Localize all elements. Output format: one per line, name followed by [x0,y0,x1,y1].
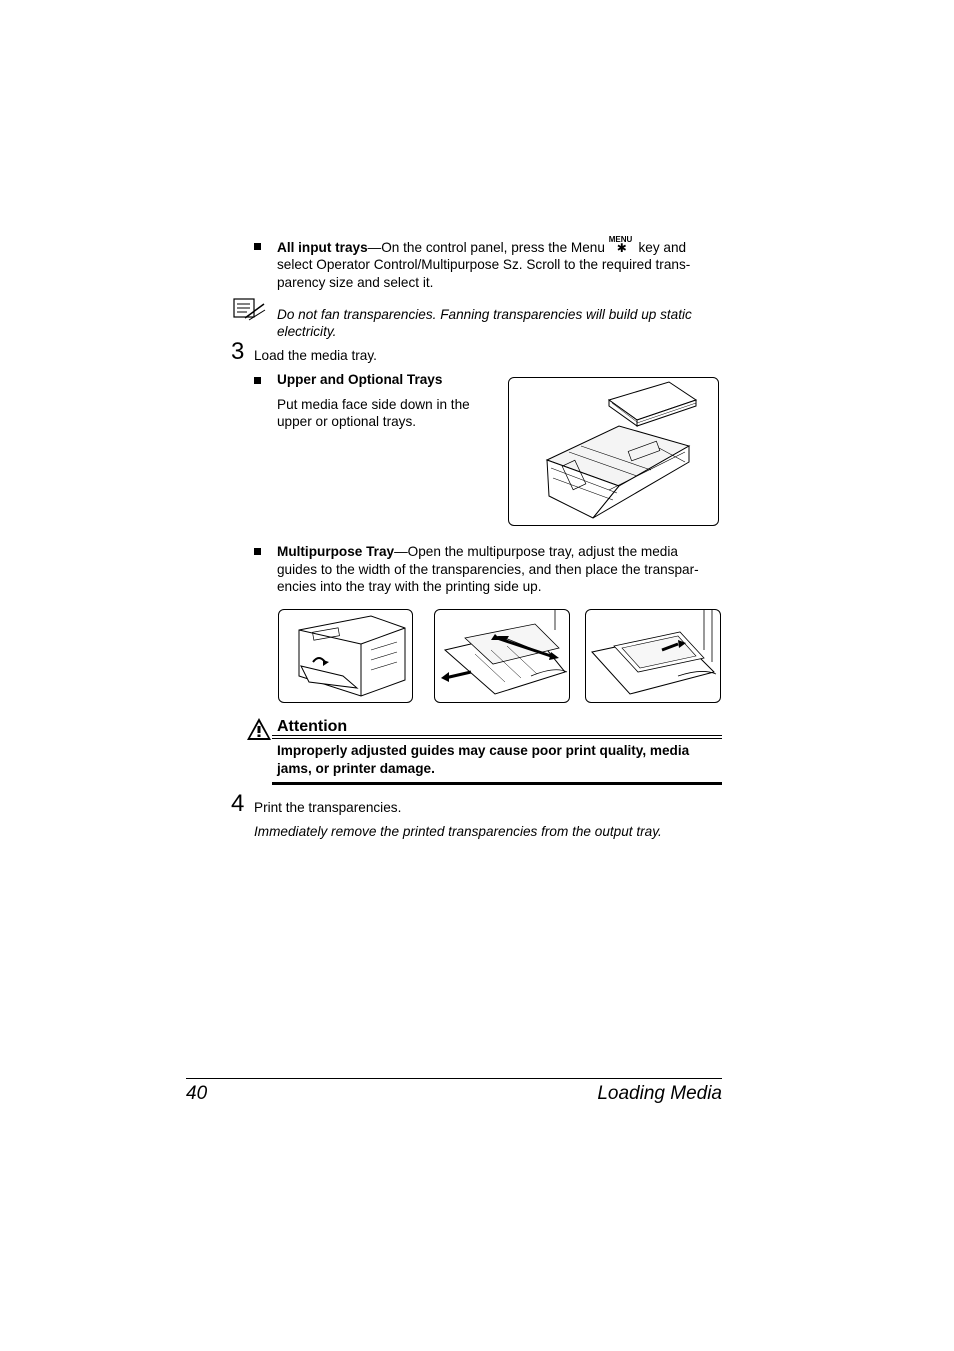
bullet-marker [254,377,261,384]
warning-icon [246,717,272,741]
multipurpose-line2: guides to the width of the transparencies, and then place the transpar- [277,562,699,577]
note-line2: electricity. [277,324,337,339]
adjust-guides-illustration [434,609,570,703]
all-input-trays-line2: select Operator Control/Multipurpose Sz. Scroll to the required trans- [277,257,691,272]
upper-trays-line1: Put media face side down in the [277,397,470,412]
all-input-trays-label: All input trays [277,240,368,255]
step-4-text: Print the transparencies. [254,800,402,815]
multipurpose-line3: encies into the tray with the printing side up. [277,579,542,594]
page-number: 40 [186,1083,208,1104]
multipurpose-line1: Multipurpose Tray—Open the multipurpose tray, adjust the media [277,544,678,559]
attention-line1: Improperly adjusted guides may cause poor print quality, media [277,743,690,758]
attention-top-rule [272,735,722,736]
attention-top-rule-2 [272,738,722,739]
all-input-trays-line3: parency size and select it. [277,275,434,290]
footer-rule [186,1078,722,1079]
all-input-trays-line1: All input trays—On the control panel, press the Menu MENU ✱ key and [277,235,687,255]
note-pad-icon [233,298,267,322]
attention-title: Attention [277,718,348,735]
note-line1: Do not fan transparencies. Fanning transparencies will build up static [277,307,692,322]
bullet-marker [254,548,261,555]
open-multipurpose-tray-illustration [278,609,413,703]
attention-line2: jams, or printer damage. [277,761,435,776]
section-title: Loading Media [597,1083,722,1104]
menu-key-icon: MENU ✱ [608,235,633,255]
tray-loading-illustration [508,377,719,526]
upper-trays-line2: upper or optional trays. [277,414,417,429]
place-transparencies-illustration [585,609,721,703]
attention-bottom-rule [272,782,722,785]
upper-trays-title: Upper and Optional Trays [277,372,443,387]
step-4-note: Immediately remove the printed transparencies from the output tray. [254,824,662,839]
step-4-number: 4 [231,790,245,817]
step-3-number: 3 [231,338,245,365]
multipurpose-label: Multipurpose Tray [277,544,395,559]
step-3-text: Load the media tray. [254,348,377,363]
bullet-marker [254,243,261,250]
